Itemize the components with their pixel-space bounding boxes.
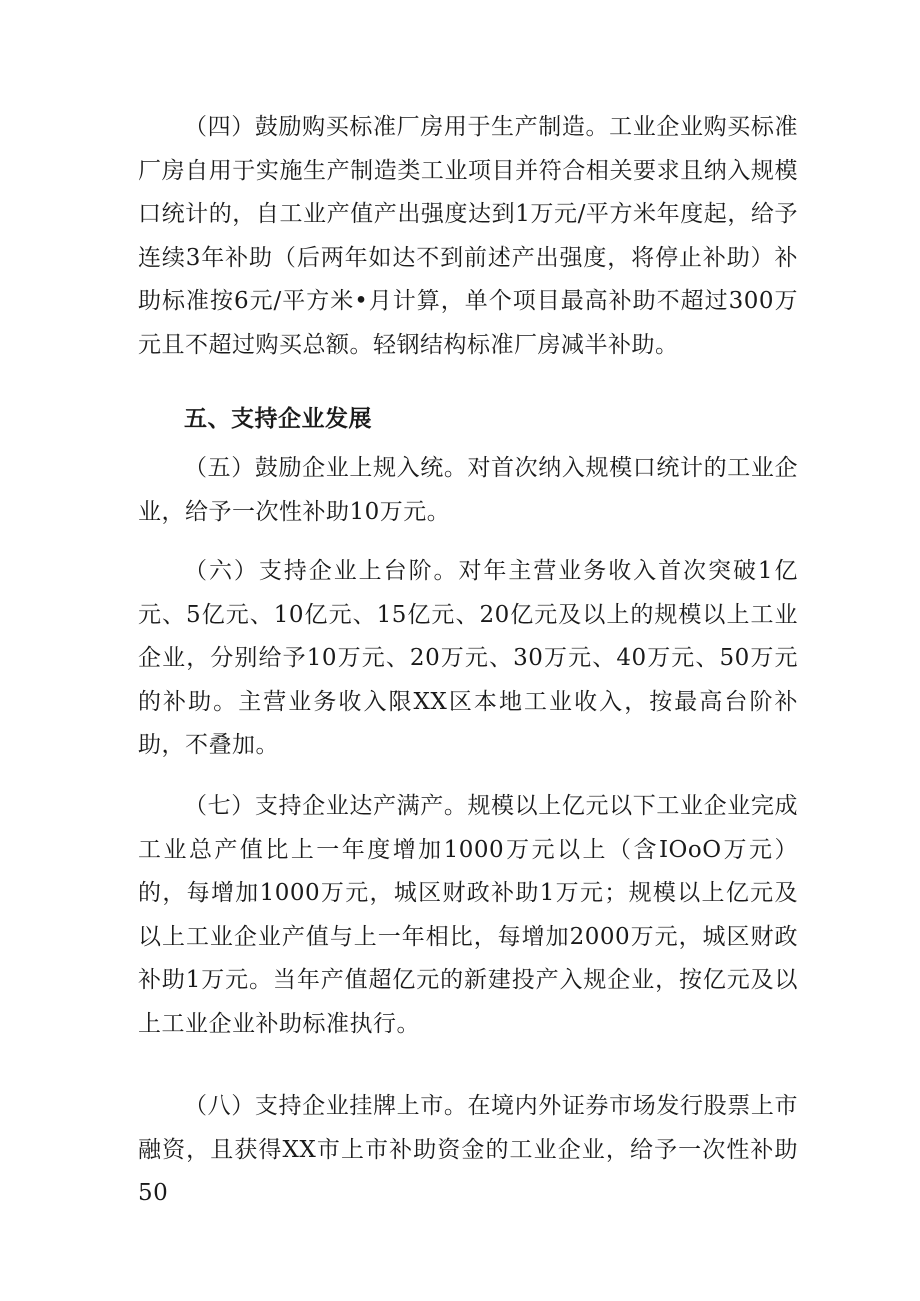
paragraph-8-listing-support: （八）支持企业挂牌上市。在境内外证券市场发行股票上市融资，且获得XX市上市补助资金的工业企业，给予一次性补助50 bbox=[138, 1093, 798, 1206]
paragraph-7-full-production: （七）支持企业达产满产。规模以上亿元以下工业企业完成工业总产值比上一年度增加1000万元以上（含IOoO万元）的，每增加1000万元，城区财政补助1万元；规模以上亿元及以上工业企业产值与上一年相比，每增加2000万元，城区财政补助1万元。当年产值超亿元的新建投产入规企业，按亿元及以上工业企业补助标准执行。 bbox=[138, 793, 798, 1037]
paragraph-6-enterprise-milestones: （六）支持企业上台阶。对年主营业务收入首次突破1亿元、5亿元、10亿元、15亿元、20亿元及以上的规模以上工业企业，分别给予10万元、20万元、30万元、40万元、50万元的补助。主营业务收入限XX区本地工业收入，按最高台阶补助，不叠加。 bbox=[138, 558, 798, 758]
paragraph-5-enterprise-scale-entry: （五）鼓励企业上规入统。对首次纳入规模口统计的工业企业，给予一次性补助10万元。 bbox=[138, 455, 798, 525]
section-heading-5: 五、支持企业发展 bbox=[184, 406, 372, 432]
paragraph-4-standard-factory-purchase: （四）鼓励购买标准厂房用于生产制造。工业企业购买标准厂房自用于实施生产制造类工业项目并符合相关要求且纳入规模口统计的，自工业产值产出强度达到1万元/平方米年度起，给予连续3年补助（后两年如达不到前述产出强度，将停止补助）补助标准按6元/平方米•月计算，单个项目最高补助不超过300万元且不超过购买总额。轻钢结构标准厂房减半补助。 bbox=[138, 114, 798, 358]
